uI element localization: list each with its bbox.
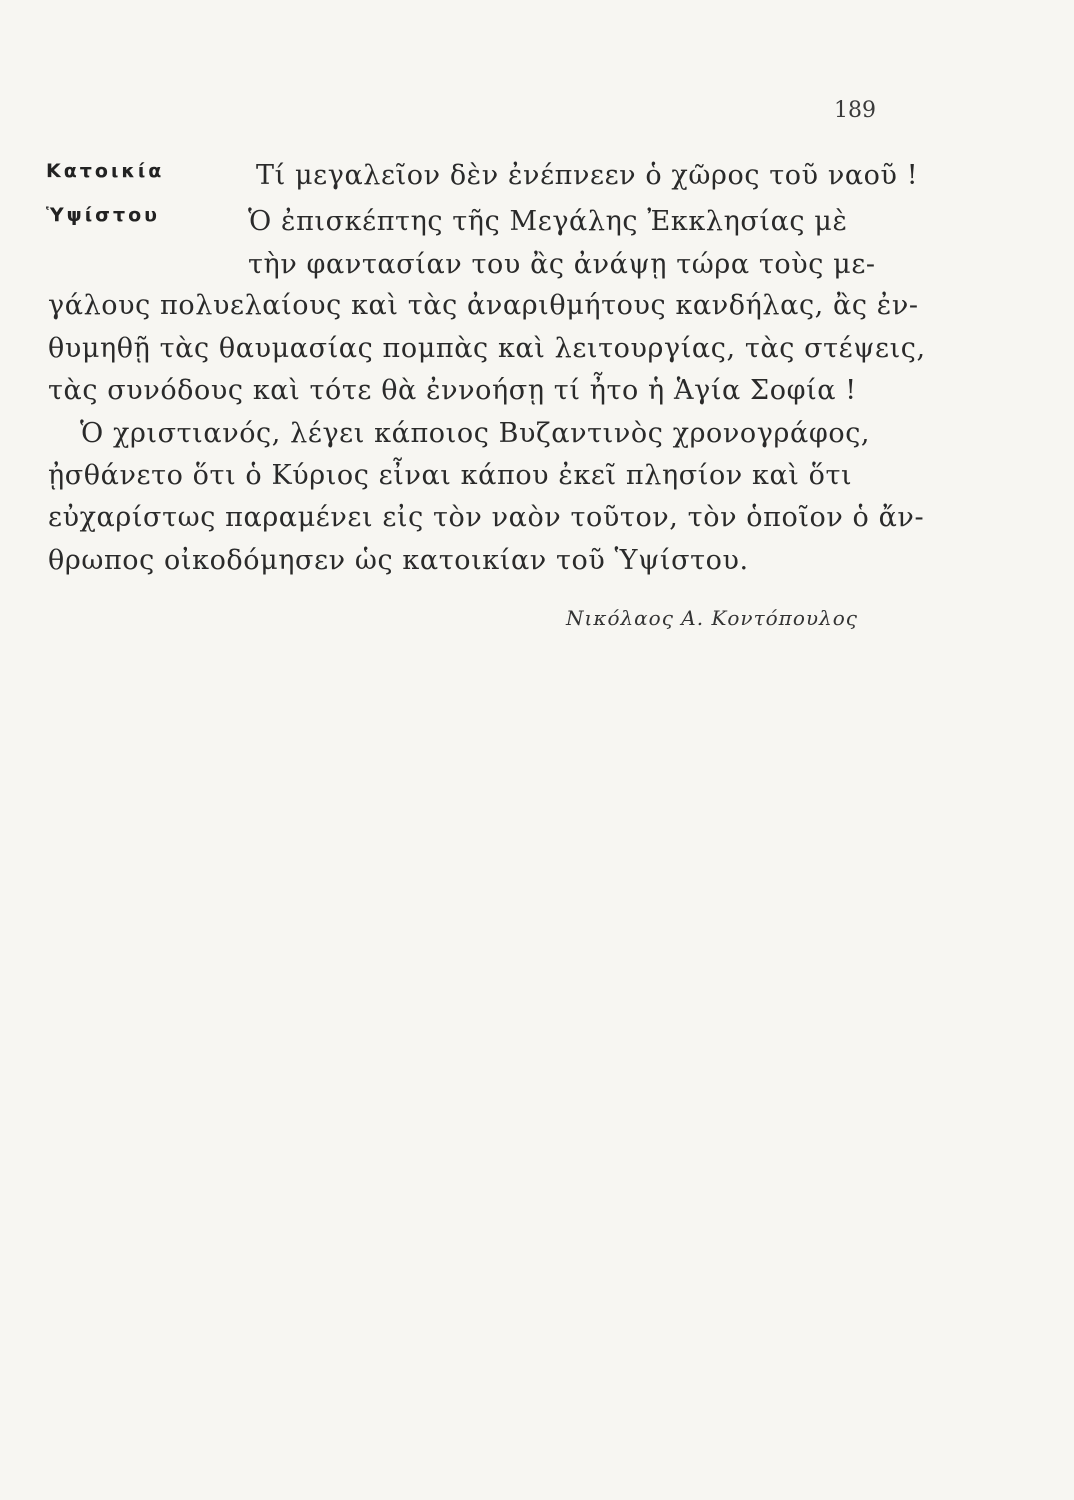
margin-note-ypsistou: Ὑψίστου: [46, 204, 160, 226]
text-line: Ὁ ἐπισκέπτης τῆς Μεγάλης Ἐκκλησίας μὲ: [248, 206, 848, 237]
author-signature: Νικόλαος Α. Κοντόπουλος: [566, 606, 858, 630]
text-line: Ὁ χριστιανός, λέγει κάποιος Βυζαντινὸς χρονογράφος,: [80, 418, 871, 449]
text-line: θρωπος οἰκοδόμησεν ὡς κατοικίαν τοῦ Ὑψίστου.: [48, 545, 749, 576]
page-number: 189: [834, 98, 876, 123]
text-line: τὰς συνόδους καὶ τότε θὰ ἐννοήσῃ τί ἦτο ἡ Ἁγία Σοφία !: [48, 375, 857, 406]
text-line: Τί μεγαλεῖον δὲν ἐνέπνεεν ὁ χῶρος τοῦ ναοῦ !: [256, 160, 919, 191]
text-line: γάλους πολυελαίους καὶ τὰς ἀναριθμήτους κανδήλας, ἂς ἐν-: [48, 290, 919, 321]
text-line: τὴν φαντασίαν του ἂς ἀνάψῃ τώρα τοὺς με-: [248, 249, 876, 280]
text-line: εὐχαρίστως παραμένει εἰς τὸν ναὸν τοῦτον, τὸν ὁποῖον ὁ ἄν-: [48, 502, 925, 533]
margin-note-katoikia: Κατοικία: [46, 160, 165, 182]
text-line: ᾐσθάνετο ὅτι ὁ Κύριος εἶναι κάπου ἐκεῖ πλησίον καὶ ὅτι: [48, 460, 853, 491]
text-line: θυμηθῇ τὰς θαυμασίας πομπὰς καὶ λειτουργίας, τὰς στέψεις,: [48, 333, 926, 364]
